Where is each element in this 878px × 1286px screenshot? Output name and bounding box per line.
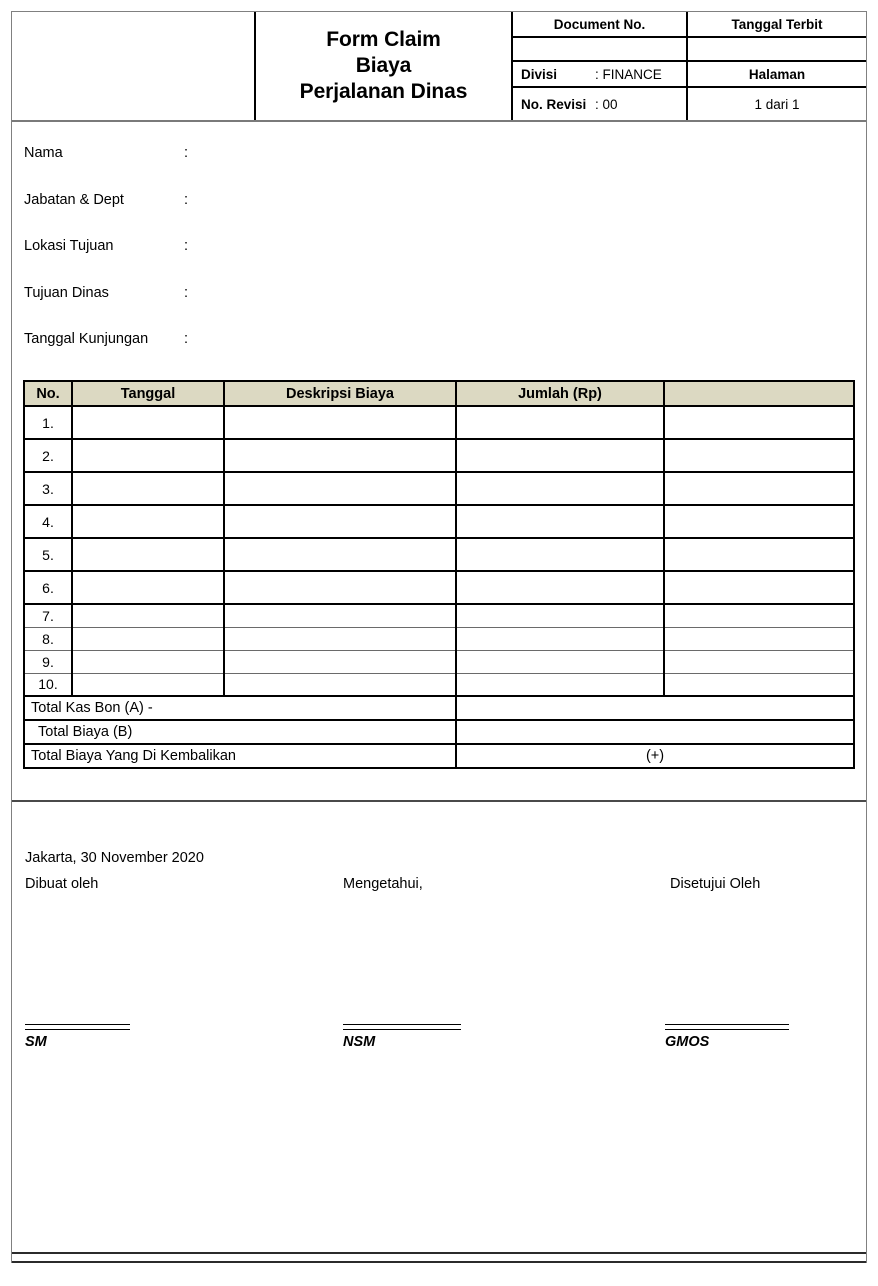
divisi-label: Divisi — [521, 66, 558, 82]
table-row — [24, 406, 854, 439]
row-number: 7. — [24, 604, 72, 627]
row-tanggal[interactable] — [72, 439, 224, 472]
table-row — [24, 439, 854, 472]
total-row-biaya — [24, 720, 854, 744]
expense-table — [23, 380, 855, 769]
section-divider — [12, 800, 866, 802]
field-tanggal-kunjungan-colon: : — [184, 331, 189, 347]
no-revisi-value: : 00 — [595, 96, 618, 112]
signature-line-nsm — [343, 1024, 461, 1030]
document-no-value[interactable] — [513, 38, 688, 60]
header-meta-row-revisi — [513, 88, 866, 120]
signature-name-nsm: NSM — [343, 1034, 376, 1050]
signature-heading-dibuat-oleh: Dibuat oleh — [25, 876, 99, 892]
row-extra[interactable] — [664, 538, 854, 571]
document-no-label: Document No. — [513, 12, 688, 36]
field-tanggal-kunjungan-label: Tanggal Kunjungan — [24, 331, 149, 347]
row-jumlah[interactable] — [456, 571, 664, 604]
signature-block — [25, 876, 845, 1066]
table-row — [24, 627, 854, 650]
row-extra[interactable] — [664, 604, 854, 627]
row-deskripsi[interactable] — [224, 604, 456, 627]
table-row — [24, 571, 854, 604]
row-deskripsi[interactable] — [224, 505, 456, 538]
row-deskripsi[interactable] — [224, 571, 456, 604]
field-tujuan-dinas-colon: : — [184, 284, 189, 301]
table-row — [24, 604, 854, 627]
row-jumlah[interactable] — [456, 673, 664, 696]
signature-heading-disetujui-oleh: Disetujui Oleh — [670, 876, 761, 892]
row-number: 1. — [24, 406, 72, 439]
row-tanggal[interactable] — [72, 538, 224, 571]
row-extra[interactable] — [664, 571, 854, 604]
total-biaya-value[interactable] — [456, 720, 854, 744]
signature-name-sm: SM — [25, 1034, 47, 1050]
header-meta-row-divisi — [513, 62, 866, 88]
row-number: 3. — [24, 472, 72, 505]
signature-column-mengetahui — [343, 876, 603, 892]
row-tanggal[interactable] — [72, 472, 224, 505]
tanggal-terbit-label: Tanggal Terbit — [731, 16, 823, 32]
form-title — [256, 12, 513, 120]
tanggal-terbit-value[interactable] — [688, 38, 866, 60]
field-tujuan-dinas — [24, 285, 464, 332]
column-header-extra — [664, 381, 854, 406]
row-number: 2. — [24, 439, 72, 472]
row-deskripsi[interactable] — [224, 472, 456, 505]
table-row — [24, 505, 854, 538]
total-kembalikan-value[interactable]: (+) — [456, 744, 854, 768]
field-tujuan-dinas-label: Tujuan Dinas — [24, 284, 109, 301]
total-kas-bon-value[interactable] — [456, 696, 854, 720]
total-kembalikan-label: Total Biaya Yang Di Kembalikan — [24, 744, 456, 768]
row-number: 8. — [24, 627, 72, 650]
field-jabatan-dept-colon: : — [184, 191, 189, 208]
row-extra[interactable] — [664, 472, 854, 505]
row-tanggal[interactable] — [72, 650, 224, 673]
row-jumlah[interactable] — [456, 406, 664, 439]
row-tanggal[interactable] — [72, 505, 224, 538]
row-number: 10. — [24, 673, 72, 696]
field-tanggal-kunjungan — [24, 331, 464, 378]
field-jabatan-dept — [24, 192, 464, 239]
header-meta-table — [513, 12, 866, 120]
row-tanggal[interactable] — [72, 604, 224, 627]
signature-line-sm — [25, 1024, 130, 1030]
field-nama — [24, 145, 464, 192]
row-tanggal[interactable] — [72, 627, 224, 650]
expense-table-header-row — [24, 381, 854, 406]
header-meta-row-values — [513, 38, 866, 62]
field-lokasi-tujuan-label: Lokasi Tujuan — [24, 238, 114, 254]
form-title-line-1: Form Claim — [326, 28, 441, 51]
total-row-kembalikan — [24, 744, 854, 768]
signature-line-gmos — [665, 1024, 789, 1030]
table-row — [24, 650, 854, 673]
row-deskripsi[interactable] — [224, 673, 456, 696]
signature-column-disetujui-oleh — [670, 876, 878, 892]
row-number: 9. — [24, 650, 72, 673]
table-row — [24, 472, 854, 505]
table-row — [24, 538, 854, 571]
form-title-line-3: Perjalanan Dinas — [299, 80, 468, 103]
divisi-value: : FINANCE — [595, 66, 662, 82]
row-extra[interactable] — [664, 627, 854, 650]
divisi-cell — [513, 62, 688, 86]
halaman-value: 1 dari 1 — [754, 96, 800, 112]
field-jabatan-dept-label: Jabatan & Dept — [24, 191, 124, 208]
header-logo-cell — [12, 12, 256, 120]
row-number: 6. — [24, 571, 72, 604]
halaman-label: Halaman — [748, 66, 806, 82]
row-number: 5. — [24, 538, 72, 571]
row-extra[interactable] — [664, 439, 854, 472]
table-row — [24, 673, 854, 696]
field-nama-label: Nama — [24, 145, 63, 161]
no-revisi-label: No. Revisi — [521, 96, 587, 112]
row-tanggal[interactable] — [72, 673, 224, 696]
row-jumlah[interactable] — [456, 604, 664, 627]
row-deskripsi[interactable] — [224, 406, 456, 439]
field-lokasi-tujuan-colon: : — [184, 238, 189, 254]
row-jumlah[interactable] — [456, 627, 664, 650]
row-number: 4. — [24, 505, 72, 538]
total-kas-bon-label: Total Kas Bon (A) - — [24, 696, 456, 720]
signature-date: Jakarta, 30 November 2020 — [25, 850, 204, 866]
column-header-deskripsi-biaya: Deskripsi Biaya — [224, 381, 456, 406]
row-extra[interactable] — [664, 505, 854, 538]
row-extra[interactable] — [664, 673, 854, 696]
row-tanggal[interactable] — [72, 406, 224, 439]
column-header-tanggal: Tanggal — [72, 381, 224, 406]
document-bottom-strip — [12, 1252, 866, 1263]
row-extra[interactable] — [664, 650, 854, 673]
document-header — [12, 12, 866, 122]
row-deskripsi[interactable] — [224, 627, 456, 650]
row-jumlah[interactable] — [456, 439, 664, 472]
column-header-no: No. — [24, 381, 72, 406]
signature-name-gmos: GMOS — [665, 1034, 710, 1050]
row-jumlah[interactable] — [456, 505, 664, 538]
row-tanggal[interactable] — [72, 571, 224, 604]
row-deskripsi[interactable] — [224, 650, 456, 673]
row-jumlah[interactable] — [456, 472, 664, 505]
row-jumlah[interactable] — [456, 538, 664, 571]
signature-column-dibuat-oleh — [25, 876, 285, 892]
row-deskripsi[interactable] — [224, 538, 456, 571]
total-biaya-label: Total Biaya (B) — [24, 720, 456, 744]
trip-info-fields — [24, 145, 464, 378]
row-jumlah[interactable] — [456, 650, 664, 673]
header-meta-row-titles — [513, 12, 866, 38]
row-deskripsi[interactable] — [224, 439, 456, 472]
no-revisi-cell — [513, 88, 688, 120]
field-nama-colon: : — [184, 145, 189, 161]
field-lokasi-tujuan — [24, 238, 464, 285]
row-extra[interactable] — [664, 406, 854, 439]
column-header-jumlah-rp: Jumlah (Rp) — [456, 381, 664, 406]
signature-heading-mengetahui: Mengetahui, — [343, 876, 423, 892]
form-title-line-2: Biaya — [355, 54, 412, 77]
total-row-kas-bon — [24, 696, 854, 720]
